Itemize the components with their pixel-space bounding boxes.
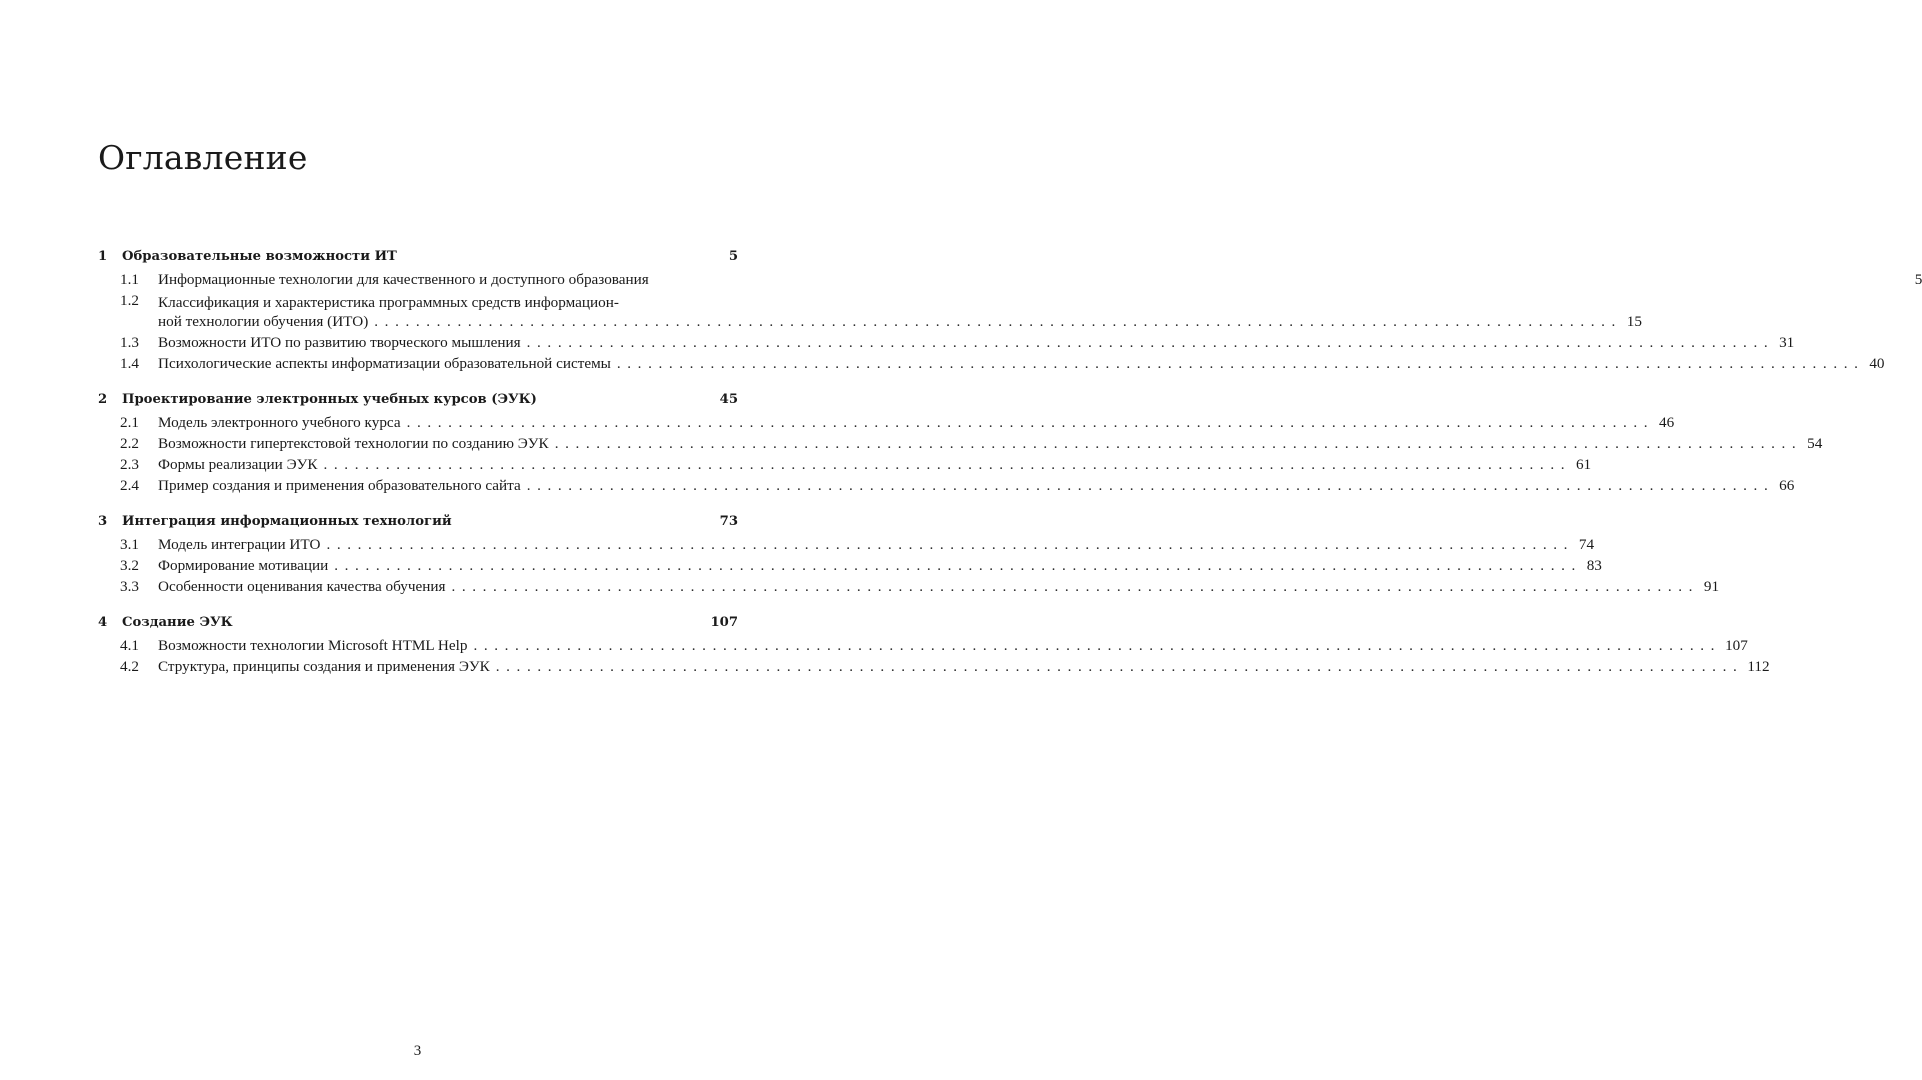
section-title: Модель интеграции ИТО <box>158 536 321 553</box>
toc-section-entry[interactable] <box>98 292 1642 334</box>
chapter-heading[interactable] <box>98 615 738 637</box>
dot-leader: ........................................................................................................................ <box>526 334 1775 351</box>
dot-leader: ........................................................................................................................ <box>495 658 1744 675</box>
section-number: 2.2 <box>120 435 139 452</box>
section-page: 54 <box>1807 435 1823 452</box>
toc-section-entry[interactable] <box>98 271 1922 292</box>
chapter-number: 2 <box>98 392 108 407</box>
section-page: 66 <box>1779 477 1795 494</box>
dot-leader: ........................................................................................................................ <box>334 557 1582 574</box>
section-title: Структура, принципы создания и применения ЭУК <box>158 658 490 675</box>
chapter-heading[interactable] <box>98 514 738 536</box>
section-page: 46 <box>1659 414 1675 431</box>
section-title: Информационные технологии для качественного и доступного образования <box>158 271 649 288</box>
dot-leader: ........................................................................................................................ <box>616 355 1865 372</box>
chapter-heading[interactable] <box>98 249 738 271</box>
toc-section-entry[interactable] <box>98 536 1595 557</box>
section-number: 2.1 <box>120 414 139 431</box>
toc-section-entry[interactable] <box>98 578 1720 599</box>
chapter-page: 73 <box>719 514 738 529</box>
chapter-1 <box>98 249 1922 376</box>
section-title: Психологические аспекты информатизации образовательной системы <box>158 355 611 372</box>
section-page: 83 <box>1586 557 1602 574</box>
chapter-page: 107 <box>710 615 738 630</box>
section-title: Возможности ИТО по развитию творческого мышления <box>158 334 521 351</box>
section-title: Пример создания и применения образовательного сайта <box>158 477 521 494</box>
section-number: 3.1 <box>120 536 139 553</box>
chapter-heading[interactable] <box>98 392 738 414</box>
dot-leader: ........................................................................................................................ <box>406 414 1655 431</box>
dot-leader: ........................................................................................................................ <box>473 637 1722 654</box>
section-number: 1.1 <box>120 271 139 288</box>
section-number: 2.4 <box>120 477 139 494</box>
section-page: 40 <box>1869 355 1885 372</box>
section-title-line-1: Классификация и характеристика программных средств информацион- <box>158 294 619 311</box>
section-page: 107 <box>1725 637 1748 654</box>
toc-section-entry[interactable] <box>98 477 1795 498</box>
toc-section-entry[interactable] <box>98 414 1675 435</box>
section-page: 5 <box>1914 271 1922 288</box>
section-number: 4.2 <box>120 658 139 675</box>
chapter-2 <box>98 392 1823 498</box>
chapter-title: Интеграция информационных технологий <box>122 514 452 529</box>
section-number: 1.4 <box>120 355 139 372</box>
page-number: 3 <box>413 1043 422 1059</box>
chapter-title: Проектирование электронных учебных курсов (ЭУК) <box>122 392 537 407</box>
section-number: 2.3 <box>120 456 139 473</box>
chapter-page: 45 <box>719 392 738 407</box>
section-title: Формы реализации ЭУК <box>158 456 318 473</box>
chapter-number: 3 <box>98 514 108 529</box>
section-page: 61 <box>1575 456 1592 473</box>
toc-section-entry[interactable] <box>98 435 1823 456</box>
toc-section-entry[interactable] <box>98 456 1592 477</box>
dot-leader: ........................................................................................................................ <box>323 456 1572 473</box>
chapter-4 <box>98 615 1770 679</box>
chapter-title: Образовательные возможности ИТ <box>122 249 397 264</box>
section-number: 3.3 <box>120 578 139 595</box>
section-title-line-2: ной технологии обучения (ИТО) <box>158 313 369 330</box>
section-number: 1.3 <box>120 334 139 351</box>
section-page: 31 <box>1779 334 1795 351</box>
section-page: 91 <box>1703 578 1720 595</box>
page-title: Оглавление <box>98 138 308 177</box>
dot-leader: ........................................................................................................................ <box>554 435 1803 452</box>
section-number: 3.2 <box>120 557 139 574</box>
toc-section-entry[interactable] <box>98 334 1795 355</box>
dot-leader: ........................................................................................................................ <box>526 477 1775 494</box>
toc-section-entry[interactable] <box>98 557 1602 578</box>
section-title: Особенности оценивания качества обучения <box>158 578 446 595</box>
section-number: 1.2 <box>120 292 139 309</box>
dot-leader: ........................................................................................................................ <box>374 313 1622 330</box>
toc-section-entry[interactable] <box>98 637 1748 658</box>
section-title: Формирование мотивации <box>158 557 329 574</box>
dot-leader: ........................................................................................................................ <box>326 536 1575 553</box>
section-page: 112 <box>1747 658 1770 675</box>
chapter-number: 4 <box>98 615 108 630</box>
chapter-title: Создание ЭУК <box>122 615 233 630</box>
dot-leader: ........................................................................................................................ <box>451 578 1700 595</box>
chapter-number: 1 <box>98 249 108 264</box>
section-title: Возможности гипертекстовой технологии по созданию ЭУК <box>158 435 549 452</box>
toc-section-entry[interactable] <box>98 658 1770 679</box>
section-title: Модель электронного учебного курса <box>158 414 401 431</box>
section-page: 15 <box>1626 313 1642 330</box>
section-title: Возможности технологии Microsoft HTML Help <box>158 637 468 654</box>
table-of-contents <box>98 249 1922 695</box>
section-number: 4.1 <box>120 637 139 654</box>
chapter-3 <box>98 514 1720 599</box>
section-page: 74 <box>1578 536 1595 553</box>
chapter-page: 5 <box>728 249 738 264</box>
toc-section-entry[interactable] <box>98 355 1885 376</box>
